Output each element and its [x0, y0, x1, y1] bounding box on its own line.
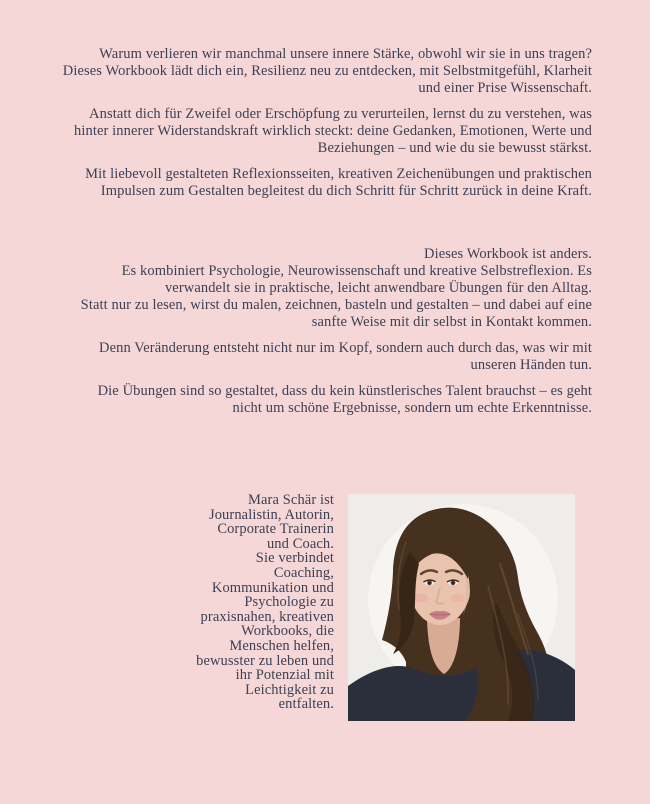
paragraph: [55, 166, 592, 200]
eye-left-pupil: [428, 582, 430, 584]
text-line: Menschen helfen,: [229, 637, 334, 654]
text-line: Beziehungen – und wie du sie bewusst stärkst.: [317, 140, 592, 156]
text-line: entfalten.: [278, 696, 334, 713]
text-line: Dieses Workbook lädt dich ein, Resilienz neu zu entdecken, mit Selbstmitgefühl, Klarheit: [62, 63, 592, 79]
text-line: Statt nur zu lesen, wirst du malen, zeichnen, basteln und gestalten – und dabei auf eine: [80, 297, 592, 313]
text-line: Journalistin, Autorin,: [208, 506, 334, 523]
text-line: sanfte Weise mit dir selbst in Kontakt kommen.: [311, 314, 592, 330]
text-line: ihr Potenzial mit: [235, 667, 334, 684]
text-line: Anstatt dich für Zweifel oder Erschöpfung zu verurteilen, lernst du zu verstehen, was: [89, 106, 592, 122]
text-line: nicht um schöne Ergebnisse, sondern um echte Erkenntnisse.: [232, 400, 592, 416]
text-line: Es kombiniert Psychologie, Neurowissenschaft und kreative Selbstreflexion. Es: [121, 263, 592, 279]
text-line: Warum verlieren wir manchmal unsere innere Stärke, obwohl wir sie in uns tragen?: [99, 46, 592, 62]
text-line: Mara Schär ist: [248, 492, 334, 508]
text-line: und Coach.: [266, 535, 334, 552]
paragraph: [55, 383, 592, 417]
text-line: Impulsen zum Gestalten begleitest du dich Schritt für Schritt zurück in deine Kraft.: [100, 183, 592, 199]
text-line: Workbooks, die: [241, 623, 334, 640]
text-line: Die Übungen sind so gestaltet, dass du kein künstlerisches Talent brauchst – es geht: [97, 383, 592, 399]
author-portrait-illustration: [348, 494, 575, 721]
text-line: Sie verbindet: [255, 550, 334, 567]
text-line: hinter innerer Widerstandskraft wirklich steckt: deine Gedanken, Emotionen, Werte und: [74, 123, 592, 139]
text-line: Coaching,: [273, 564, 334, 581]
blush-left: [414, 594, 428, 603]
text-line: verwandelt sie in praktische, leicht anwendbare Übungen für den Alltag.: [164, 280, 592, 296]
paragraph: [55, 46, 592, 97]
paragraph: [55, 246, 592, 331]
paragraph: [55, 106, 592, 157]
author-bio: [104, 493, 334, 712]
text-line: und einer Prise Wissenschaft.: [418, 80, 592, 96]
author-photo: [348, 494, 575, 721]
text-line: Dieses Workbook ist anders.: [424, 246, 592, 262]
cover-copy: [55, 46, 592, 426]
eye-right-pupil: [452, 582, 454, 584]
text-line: Denn Veränderung entsteht nicht nur im Kopf, sondern auch durch das, was wir mit: [99, 340, 592, 356]
text-line: unseren Händen tun.: [470, 357, 592, 373]
text-line: Leichtigkeit zu: [245, 681, 334, 698]
text-line: Corporate Trainerin: [217, 521, 334, 538]
text-line: praxisnahen, kreativen: [200, 608, 334, 625]
text-line: Psychologie zu: [244, 594, 334, 611]
text-line: Mit liebevoll gestalteten Reflexionsseiten, kreativen Zeichenübungen und praktischen: [85, 166, 592, 182]
text-line: Kommunikation und: [211, 579, 334, 596]
blush-right: [451, 594, 465, 603]
text-line: bewusster zu leben und: [196, 652, 334, 669]
paragraph: [55, 340, 592, 374]
